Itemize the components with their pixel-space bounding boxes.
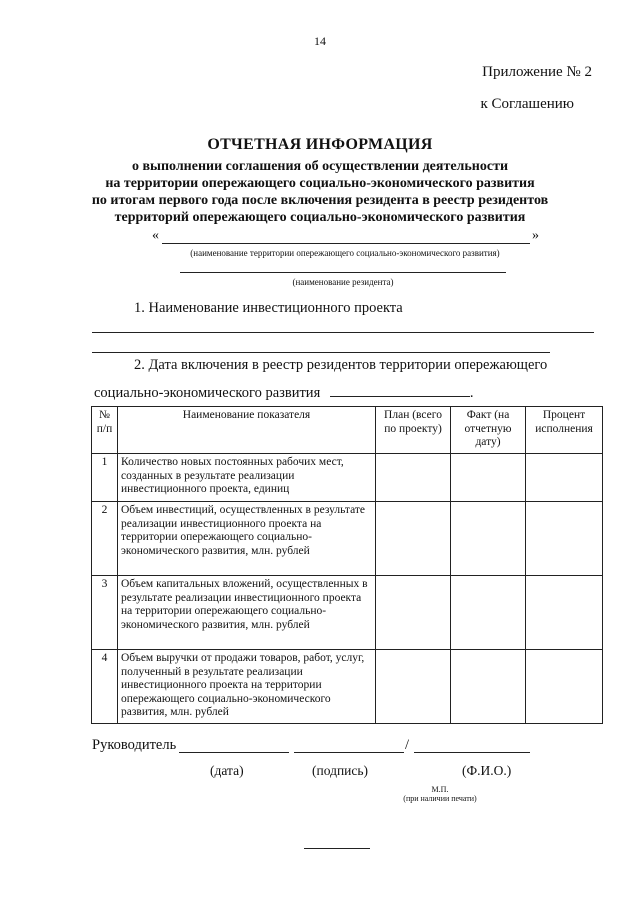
table-header-row [92,407,603,454]
col-header-num: № п/п [92,407,118,454]
col-header-plan: План (всего по проекту) [376,407,451,454]
resident-name-line[interactable] [180,272,506,273]
col-header-fact: Факт (на отчетную дату) [451,407,526,454]
item-registry-date-cont [94,384,474,402]
date-caption: (дата) [210,763,244,778]
territory-caption: (наименование территории опережающего социально-экономического развития) [190,248,500,258]
row-num: 3 [92,576,118,650]
stamp-label: М.П. [431,785,449,794]
percent-cell[interactable] [526,454,603,502]
fact-cell[interactable] [451,650,526,724]
fact-cell[interactable] [451,454,526,502]
registry-date-field[interactable] [330,384,470,397]
date-sign-line[interactable] [179,752,289,753]
fact-cell[interactable] [451,576,526,650]
signature-slash: / [405,737,410,753]
fio-line[interactable] [414,752,530,753]
project-name-line-2[interactable] [92,352,550,353]
subtitle-line: на территории опережающего социально-экономического развития [105,176,535,191]
quote-close: » [532,228,539,243]
quote-open: « [152,228,159,243]
stamp-place [390,785,490,803]
appendix-label: Приложение № 2 [482,64,592,80]
percent-cell[interactable] [526,502,603,576]
sign-caption: (подпись) [312,763,369,778]
row-indicator: Объем инвестиций, осуществленных в результате реализации инвестиционного проекта на территории опережающего социально-экономического развития, млн. рублей [118,502,376,576]
col-header-indicator: Наименование показателя [118,407,376,454]
document-title: ОТЧЕТНАЯ ИНФОРМАЦИЯ [207,136,433,153]
subtitle-line: по итогам первого года после включения резидента в реестр резидентов [91,193,549,208]
plan-cell[interactable] [376,454,451,502]
percent-cell[interactable] [526,650,603,724]
document-subtitle [60,158,580,226]
item-registry-date: 2. Дата включения в реестр резидентов территории опережающего [134,357,548,373]
row-indicator: Объем выручки от продажи товаров, работ, услуг, полученный в результате реализации инвестиционного проекта на территории опережающего социально-экономического развития, млн. рублей [118,650,376,724]
item-project-name: 1. Наименование инвестиционного проекта [134,300,403,316]
row-indicator: Объем капитальных вложений, осуществленных в результате реализации инвестиционного проекта на территории опережающего социально-экономического развития, млн. рублей [118,576,376,650]
percent-cell[interactable] [526,576,603,650]
table-row [92,650,603,724]
fio-caption: (Ф.И.О.) [462,763,512,778]
col-header-percent: Процент исполнения [526,407,603,454]
fact-cell[interactable] [451,502,526,576]
subtitle-line: о выполнении соглашения об осуществлении деятельности [131,159,509,174]
indicators-table [91,406,603,724]
signature-label: Руководитель [92,737,177,753]
table-row [92,576,603,650]
plan-cell[interactable] [376,576,451,650]
table-row [92,502,603,576]
signature-line[interactable] [294,752,404,753]
project-name-line-1[interactable] [92,332,594,333]
resident-caption: (наименование резидента) [292,277,394,287]
table-row [92,454,603,502]
subtitle-line: территорий опережающего социально-экономического развития [114,210,526,225]
row-num: 2 [92,502,118,576]
row-num: 4 [92,650,118,724]
row-num: 1 [92,454,118,502]
page-number: 14 [314,34,326,48]
stamp-note: (при наличии печати) [403,794,477,803]
plan-cell[interactable] [376,650,451,724]
agreement-label: к Соглашению [480,96,574,112]
row-indicator: Количество новых постоянных рабочих мест, созданных в результате реализации инвестиционного проекта, единиц [118,454,376,502]
plan-cell[interactable] [376,502,451,576]
item-registry-date-text: социально-экономического развития [94,385,321,401]
footer-divider [304,848,370,849]
territory-name-line[interactable] [162,243,530,244]
registry-date-end: . [469,385,474,401]
